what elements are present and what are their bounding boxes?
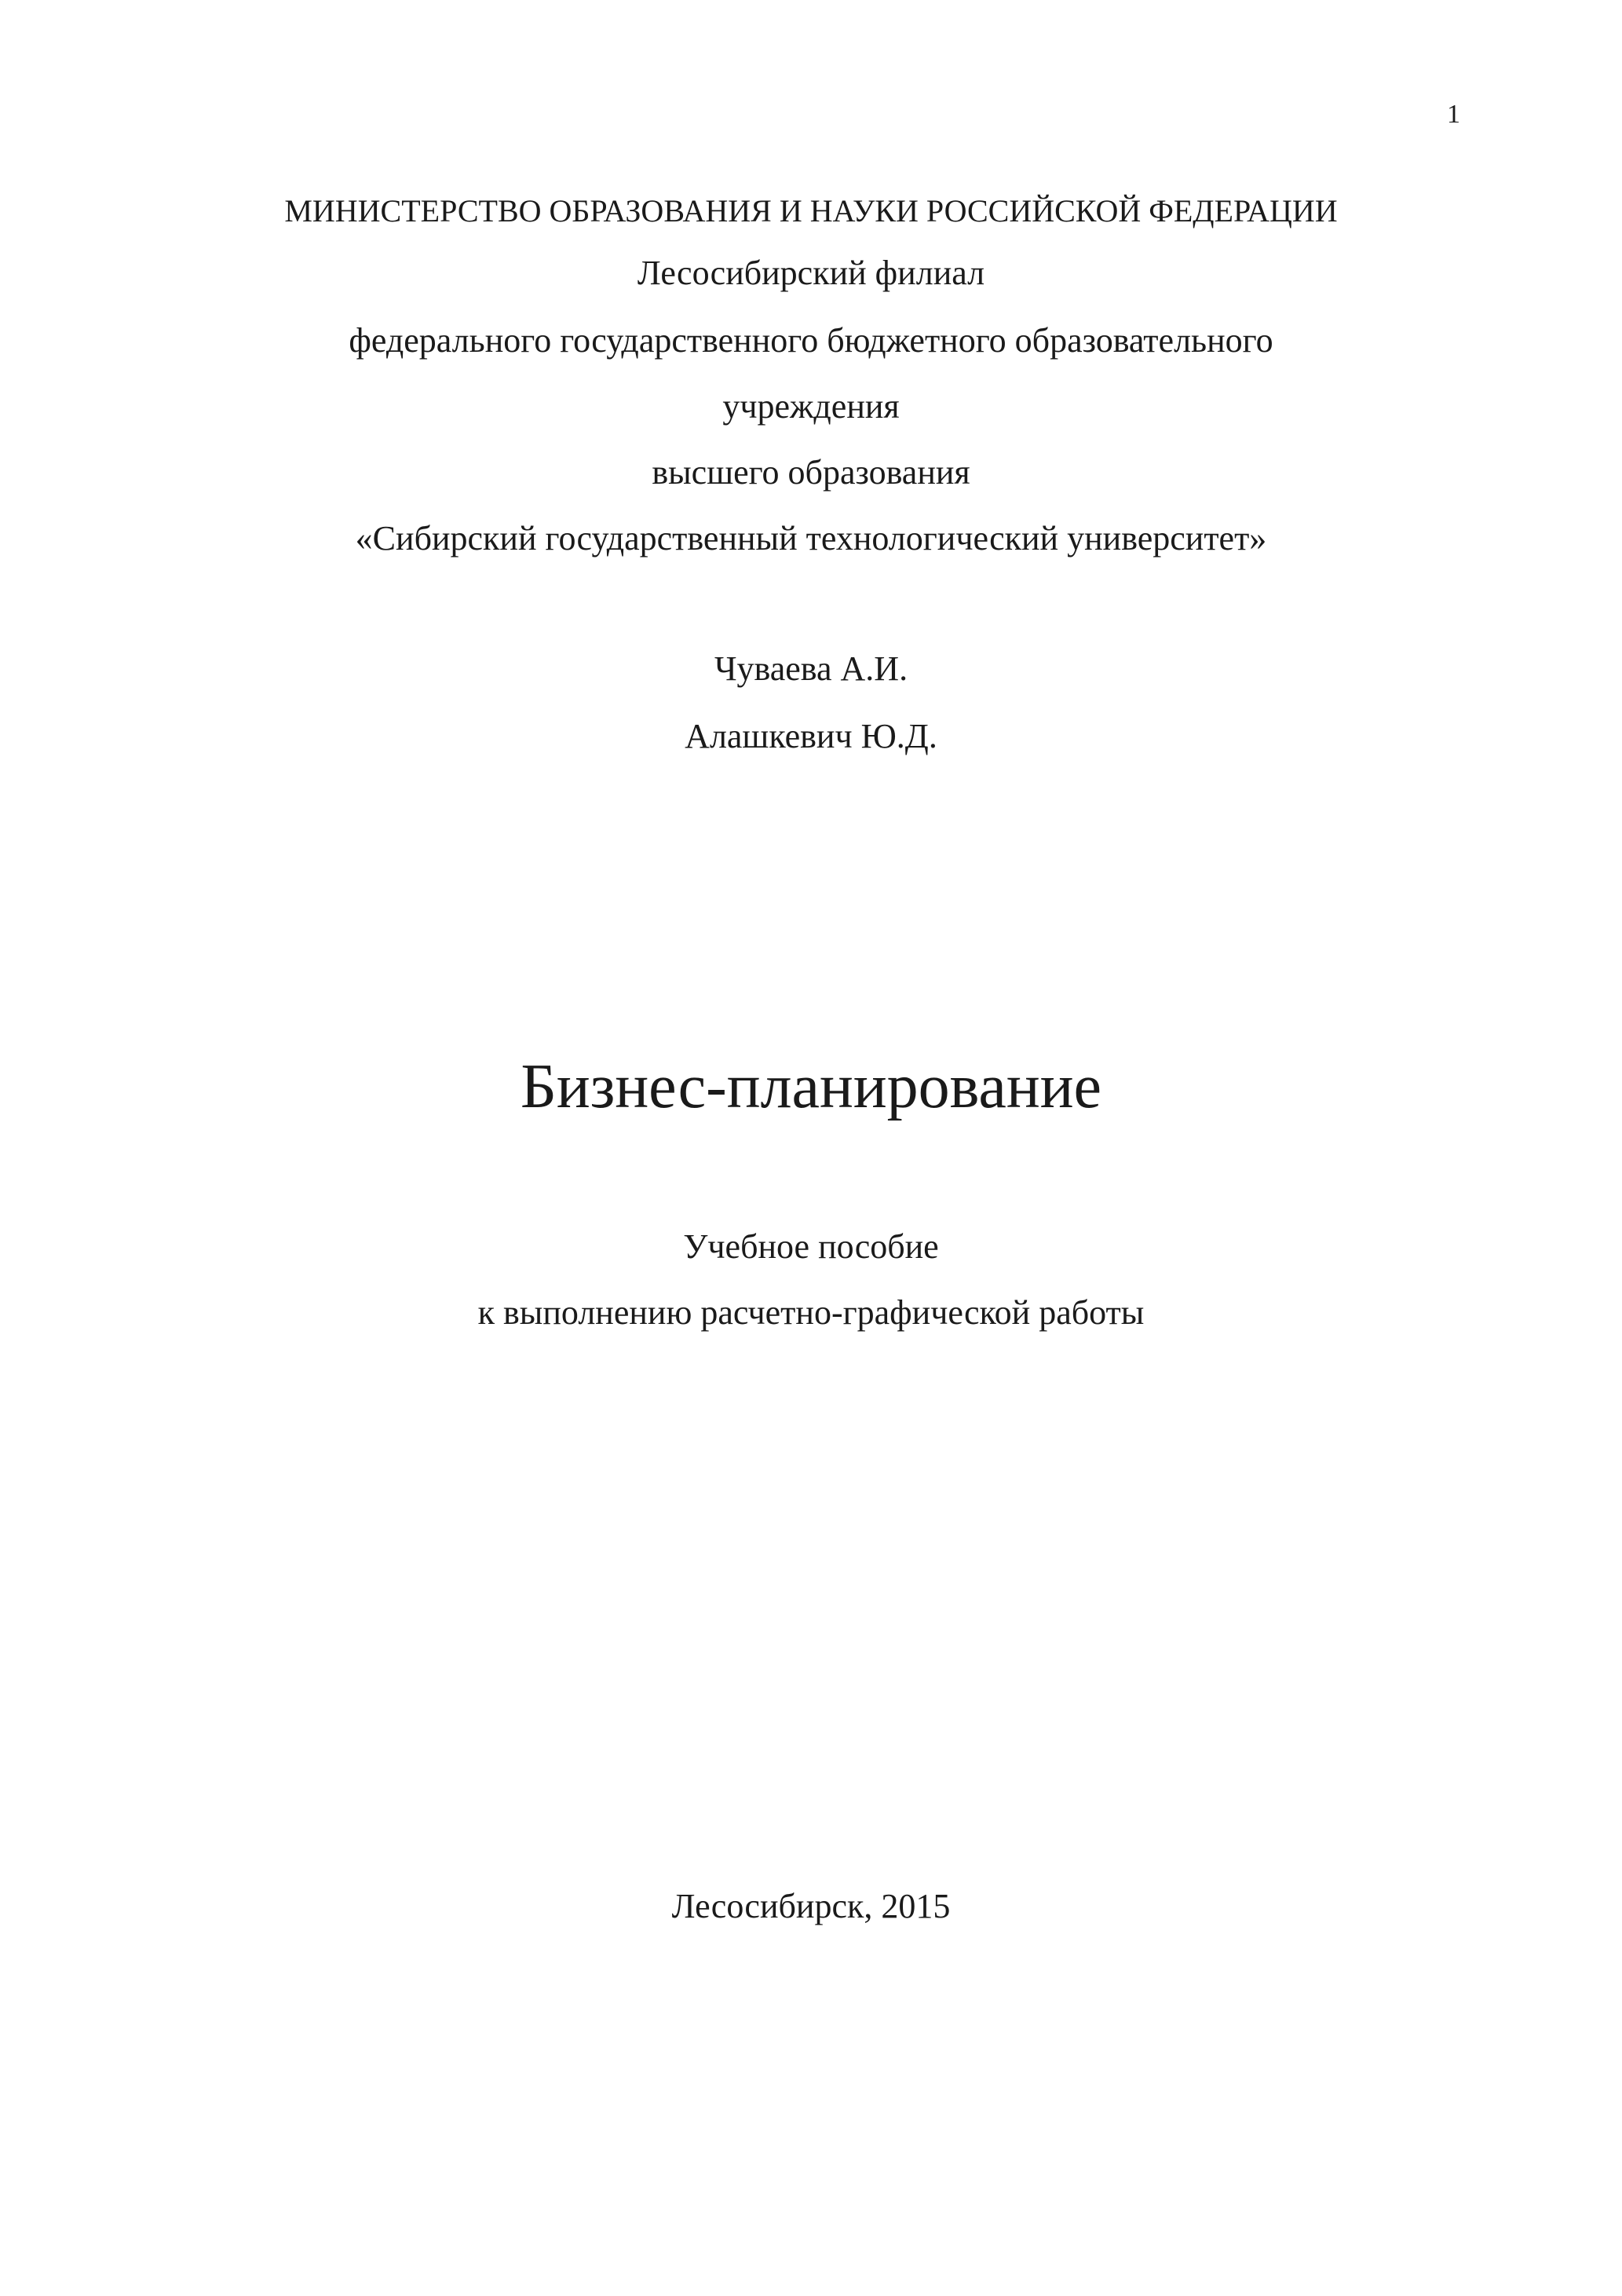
ministry-heading: МИНИСТЕРСТВО ОБРАЗОВАНИЯ И НАУКИ РОССИЙСКОЙ ФЕДЕРАЦИИ	[284, 193, 1338, 229]
page-number: 1	[1447, 100, 1460, 129]
institution-line-4: высшего образования	[652, 453, 970, 492]
author-1: Чуваева А.И.	[714, 649, 908, 688]
subtitle-line-2: к выполнению расчетно-графической работы	[477, 1293, 1145, 1332]
document-title: Бизнес-планирование	[520, 1052, 1102, 1121]
institution-line-3: учреждения	[722, 387, 900, 426]
institution-line-1: Лесосибирский филиал	[637, 254, 985, 292]
institution-line-2: федерального государственного бюджетного образовательного	[349, 321, 1273, 360]
author-2: Алашкевич Ю.Д.	[685, 717, 937, 755]
subtitle-line-1: Учебное пособие	[683, 1227, 939, 1266]
institution-line-5: «Сибирский государственный технологический университет»	[355, 519, 1267, 558]
city-year: Лесосибирск, 2015	[671, 1887, 951, 1925]
